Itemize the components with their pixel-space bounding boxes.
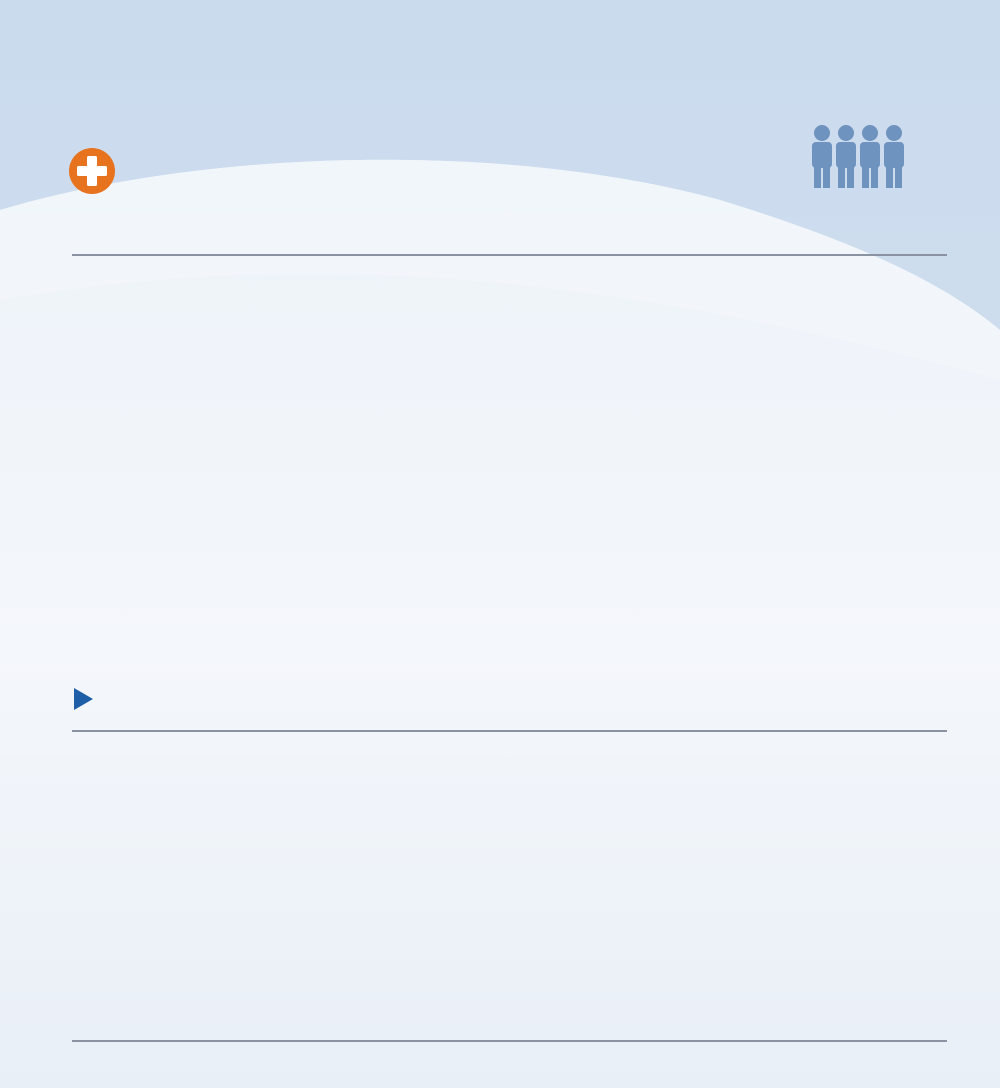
divider [72,730,947,732]
play-arrow-icon [72,687,94,711]
plus-circle-icon [68,147,116,195]
brand-title [128,138,130,193]
ruler-top [0,0,1000,100]
divider [72,254,947,256]
divider [72,1040,947,1042]
group-of-people-icon [808,124,910,190]
ruler-left [0,0,48,1088]
